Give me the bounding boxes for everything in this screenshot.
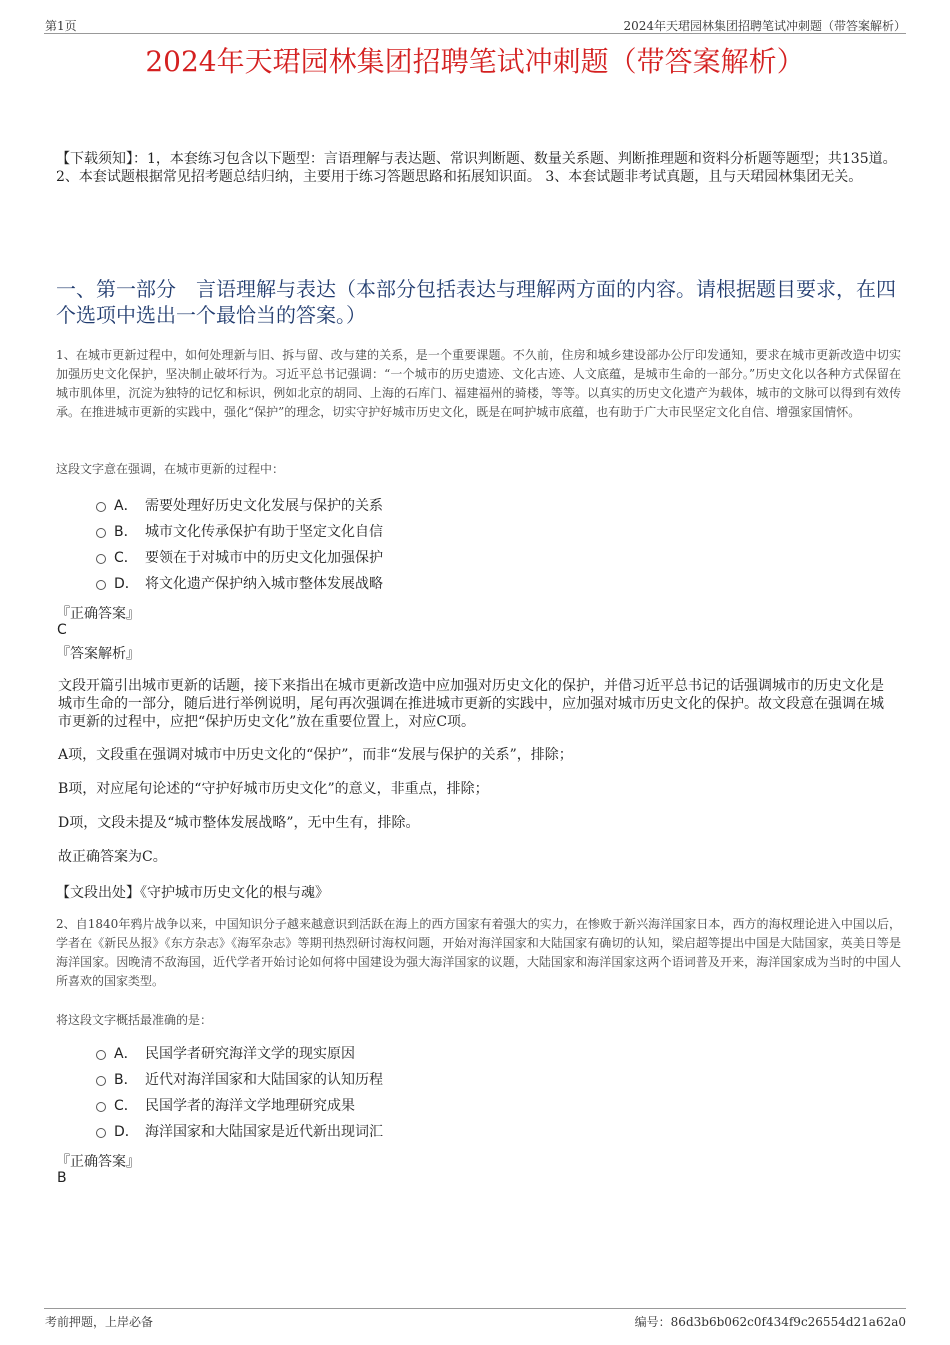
analysis-paragraph: A项，文段重在强调对城市中历史文化的“保护”，而非“发展与保护的关系”，排除；	[58, 747, 573, 763]
section-heading: 一、第一部分 言语理解与表达（本部分包括表达与理解两方面的内容。请根据题目要求，在四个选项中选出一个最恰当的答案。）	[56, 277, 896, 327]
radio-button-icon[interactable]	[96, 1050, 106, 1060]
option-letter: D．	[114, 1124, 139, 1140]
answer-value: B	[57, 1170, 67, 1186]
text-source: 【文段出处】《守护城市历史文化的根与魂》	[56, 885, 329, 901]
question-2-prompt: 将这段文字概括最准确的是：	[56, 1013, 213, 1027]
option-text: 城市文化传承保护有助于坚定文化自信	[145, 524, 383, 540]
question-1-prompt: 这段文字意在强调，在城市更新的过程中：	[56, 462, 285, 476]
option-letter: D．	[114, 576, 139, 592]
analysis-conclusion: 故正确答案为C。	[58, 849, 167, 865]
option-letter: B．	[114, 1072, 138, 1088]
answer-value: C	[57, 622, 67, 638]
page-number: 第1页	[45, 19, 77, 33]
radio-button-icon[interactable]	[96, 554, 106, 564]
option-letter: A．	[114, 1046, 138, 1062]
answer-label: 『正确答案』	[56, 606, 140, 622]
footer-slogan: 考前押题，上岸必备	[45, 1315, 154, 1329]
header-doc-title: 2024年天珺园林集团招聘笔试冲刺题（带答案解析）	[623, 19, 906, 33]
question-1-stem: 1、在城市更新过程中，如何处理新与旧、拆与留、改与建的关系，是一个重要课题。不久前，住房和城乡建设部办公厅印发通知，要求在城市更新改造中切实加强历史文化保护，坚决制止破坏行为。习近平总书记强调：“一个城市的历史遗迹、文化古迹、人文底蕴，是城市生命的一部分。”历史文化以各种方式保留在城市肌体里，沉淀为独特的记忆和标识，例如北京的胡同、上海的石库门、福建福州的骑楼，等等。以真实的历史文化遗产为载体，城市的文脉可以得到有效传承。在推进城市更新的实践中，强化“保护”的理念，切实守护好城市历史文化，既是在呵护城市底蕴，也有助于广大市民坚定文化自信、增强家国情怀。	[56, 348, 901, 419]
download-notice: 【下载须知】：1，本套练习包含以下题型：言语理解与表达题、常识判断题、数量关系题、判断推理题和资料分析题等题型；共135道。 2、本套试题根据常见招考题总结归纳，主要用于练习答题思路和拓展知识面。 3、本套试题非考试真题，且与天珺园林集团无关。	[56, 151, 897, 185]
option-letter: C．	[114, 1098, 138, 1114]
option-text: 将文化遗产保护纳入城市整体发展战略	[145, 576, 383, 592]
radio-button-icon[interactable]	[96, 528, 106, 538]
radio-button-icon[interactable]	[96, 1076, 106, 1086]
analysis-paragraph: 文段开篇引出城市更新的话题，接下来指出在城市更新改造中应加强对历史文化的保护，并借习近平总书记的话强调城市的历史文化是城市生命的一部分，随后进行举例说明，尾句再次强调在推进城市更新的实践中，应加强对城市历史文化的保护。故文段意在强调在城市更新的过程中，应把“保护历史文化”放在重要位置上，对应C项。	[58, 678, 884, 730]
option-letter: A．	[114, 498, 138, 514]
option-letter: C．	[114, 550, 138, 566]
analysis-paragraph: B项，对应尾句论述的“守护好城市历史文化”的意义，非重点，排除；	[58, 781, 489, 797]
page-title: 2024年天珺园林集团招聘笔试冲刺题（带答案解析）	[145, 45, 805, 78]
footer-rule	[44, 1308, 906, 1309]
radio-button-icon[interactable]	[96, 502, 106, 512]
header-rule	[44, 33, 906, 34]
option-letter: B．	[114, 524, 138, 540]
answer-label: 『正确答案』	[56, 1154, 140, 1170]
option-text: 民国学者的海洋文学地理研究成果	[145, 1098, 355, 1114]
radio-button-icon[interactable]	[96, 1102, 106, 1112]
analysis-paragraph: D项，文段未提及“城市整体发展战略”，无中生有，排除。	[58, 815, 420, 831]
radio-button-icon[interactable]	[96, 1128, 106, 1138]
option-text: 要领在于对城市中的历史文化加强保护	[145, 550, 383, 566]
option-text: 需要处理好历史文化发展与保护的关系	[145, 498, 383, 514]
analysis-label: 『答案解析』	[56, 646, 140, 662]
option-text: 近代对海洋国家和大陆国家的认知历程	[145, 1072, 383, 1088]
option-text: 海洋国家和大陆国家是近代新出现词汇	[145, 1124, 383, 1140]
footer-doc-id: 编号：86d3b6b062c0f434f9c26554d21a62a0	[634, 1315, 906, 1329]
radio-button-icon[interactable]	[96, 580, 106, 590]
question-2-stem: 2、自1840年鸦片战争以来，中国知识分子越来越意识到活跃在海上的西方国家有着强大的实力，在惨败于新兴海洋国家日本，西方的海权理论进入中国以后，学者在《新民丛报》《东方杂志》《海军杂志》等期刊热烈研讨海权问题，开始对海洋国家和大陆国家有确切的认知，梁启超等提出中国是大陆国家，英美日等是海洋国家。因晚清不敌海国，近代学者开始讨论如何将中国建设为强大海洋国家的议题，大陆国家和海洋国家这两个语词普及开来，海洋国家成为当时的中国人所喜欢的国家类型。	[56, 917, 901, 988]
option-text: 民国学者研究海洋文学的现实原因	[145, 1046, 355, 1062]
